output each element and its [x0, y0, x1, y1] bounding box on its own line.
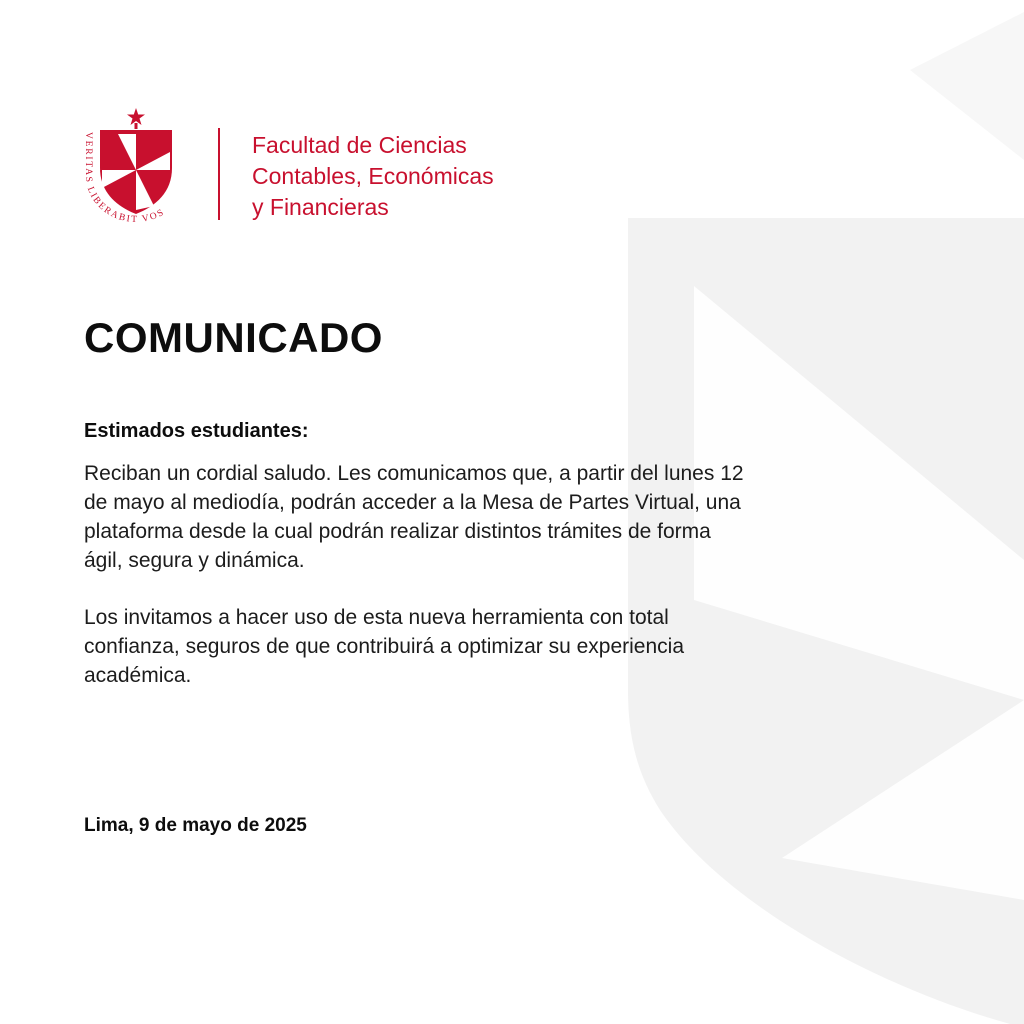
university-shield-logo	[78, 106, 194, 226]
faculty-name-line: Facultad de Ciencias	[252, 132, 467, 158]
paragraph-2	[84, 603, 884, 690]
signature-date: Lima, 9 de mayo de 2025	[84, 815, 307, 836]
header-divider	[218, 128, 220, 220]
faculty-name-line: Contables, Económicas	[252, 163, 494, 189]
star-icon	[127, 108, 145, 125]
paragraph-line: Reciban un cordial saludo. Les comunicamos que, a partir del lunes 12	[84, 462, 744, 485]
faculty-name	[252, 130, 572, 223]
paragraph-line: plataforma desde la cual podrán realizar distintos trámites de forma	[84, 520, 711, 543]
logo-motto: VERITAS LIBERABIT VOS	[82, 132, 167, 226]
paragraph-line: de mayo al mediodía, podrán acceder a la Mesa de Partes Virtual, una	[84, 491, 741, 514]
faculty-name-line: y Financieras	[252, 194, 389, 220]
paragraph-1	[84, 459, 884, 575]
paragraph-line: ágil, segura y dinámica.	[84, 549, 305, 572]
greeting: Estimados estudiantes:	[84, 420, 309, 442]
paragraph-line: Los invitamos a hacer uso de esta nueva herramienta con total	[84, 606, 669, 629]
page-title: COMUNICADO	[84, 314, 383, 361]
paragraph-line: académica.	[84, 664, 192, 687]
paragraph-line: confianza, seguros de que contribuirá a optimizar su experiencia	[84, 635, 685, 658]
